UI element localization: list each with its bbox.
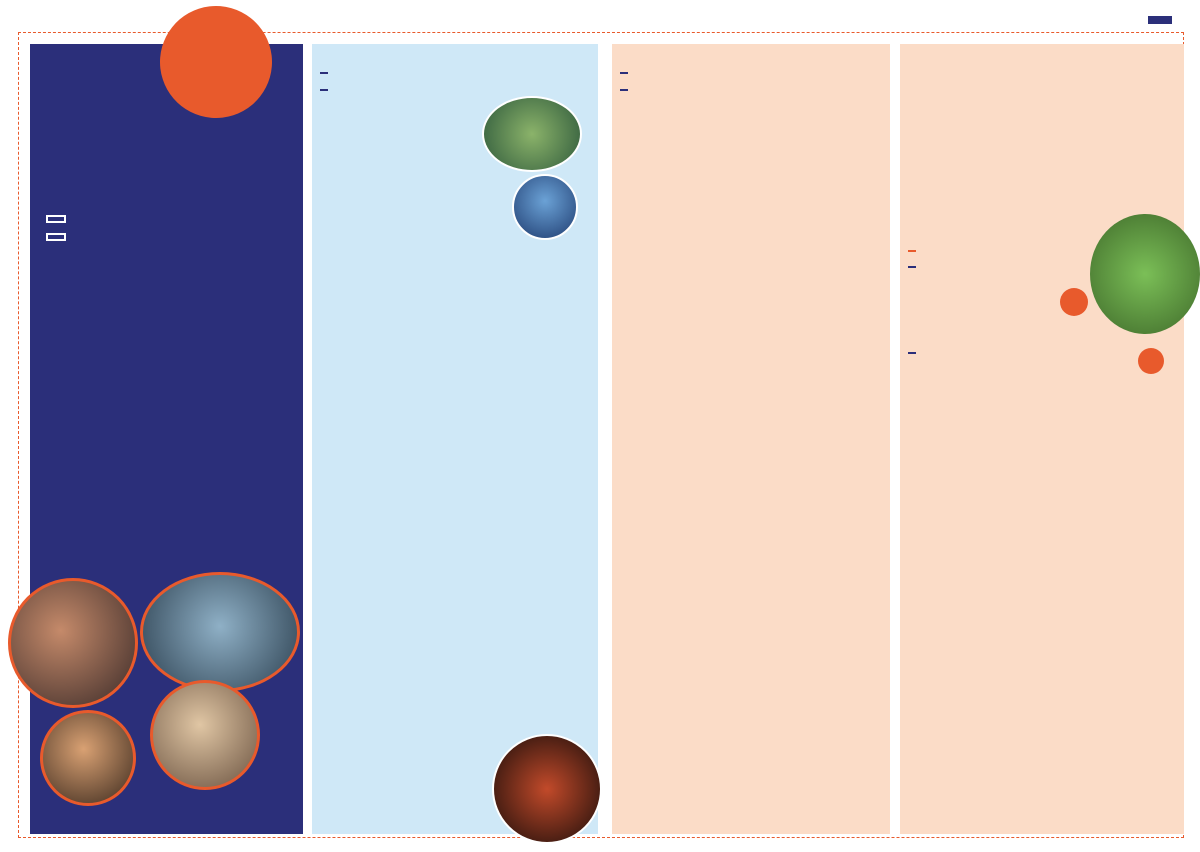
film-week-column (312, 44, 598, 834)
intro-paragraph-3 (44, 316, 294, 342)
photo-circle (492, 734, 602, 844)
photo-circle (150, 680, 260, 790)
date-line-2 (46, 233, 66, 241)
column-subtitle (320, 72, 328, 74)
photo-circle (512, 174, 578, 240)
photo-circle (482, 96, 582, 172)
activities-heading (908, 352, 916, 354)
column-subtitle (620, 72, 628, 74)
photo-circle (40, 710, 136, 806)
performing-arts-column (612, 44, 890, 834)
photo-circle (8, 578, 138, 708)
infodag-column (900, 44, 1184, 834)
gratis-badge (1060, 288, 1088, 316)
photo-circle (140, 572, 300, 692)
section-tag (1148, 16, 1172, 24)
date-range (46, 214, 66, 250)
infodag-label (908, 250, 916, 252)
column-week-name (320, 89, 328, 91)
date-line-1 (46, 215, 66, 223)
photo-collage (0, 570, 300, 800)
photo-circle (1090, 214, 1200, 334)
family-show-heading (908, 266, 916, 268)
gratis-badge (1138, 348, 1164, 374)
column-week-name (620, 89, 628, 91)
intro-text (44, 308, 294, 350)
